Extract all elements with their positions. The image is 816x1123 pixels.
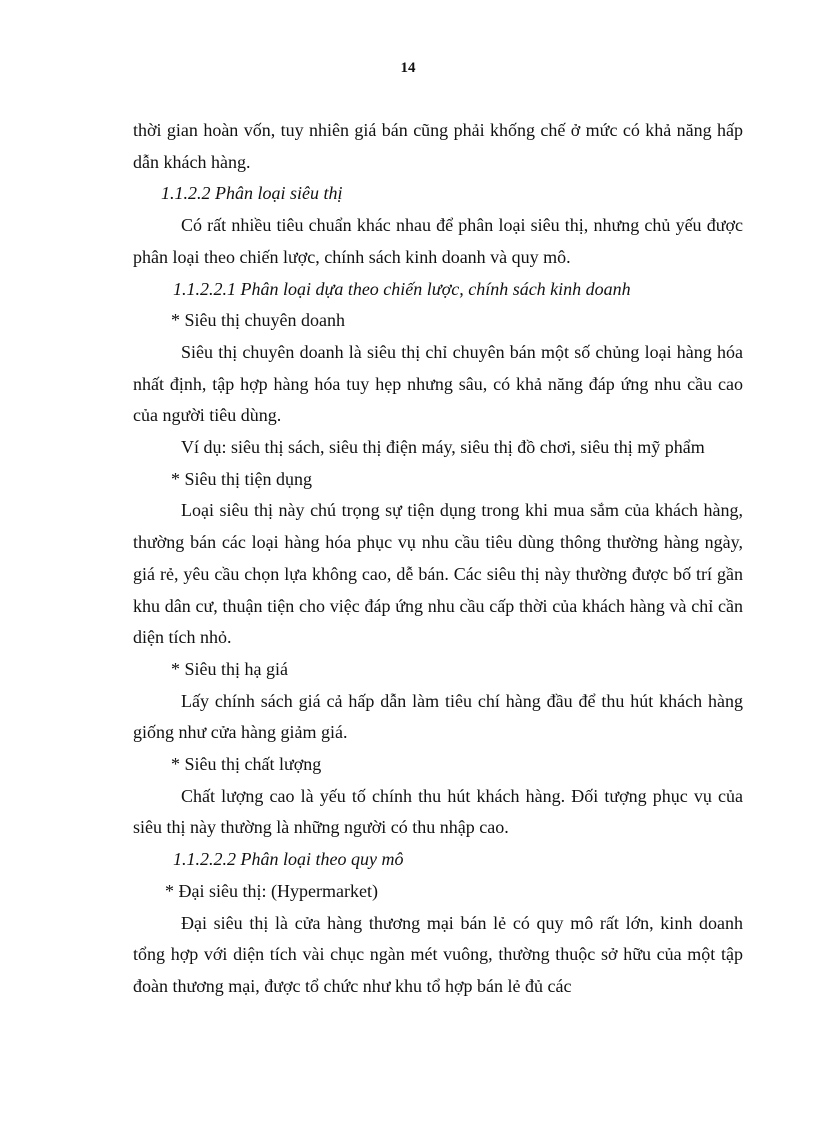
subsection-heading: 1.1.2.2.2 Phân loại theo quy mô xyxy=(173,849,404,870)
paragraph: Lấy chính sách giá cả hấp dẫn làm tiêu chí hàng đầu để thu hút khách hàng giống như cửa hàng giảm giá. xyxy=(133,690,743,743)
paragraph: Đại siêu thị là cửa hàng thương mại bán lẻ có quy mô rất lớn, kinh doanh tổng hợp với diện tích vài chục ngàn mét vuông, thường thuộc sở hữu của một tập đoàn thương mại, được tổ chức như khu tổ hợp bán lẻ đủ các xyxy=(133,912,743,996)
paragraph-continuation: thời gian hoàn vốn, tuy nhiên giá bán cũng phải khống chế ở mức có khả năng hấp dẫn khách hàng. xyxy=(133,120,743,172)
paragraph: Loại siêu thị này chú trọng sự tiện dụng trong khi mua sắm của khách hàng, thường bán các loại hàng hóa phục vụ nhu cầu tiêu dùng thông thường hàng ngày, giá rẻ, yêu cầu chọn lựa không cao, dễ bán. Các siêu thị này thường được bố trí gần khu dân cư, thuận tiện cho việc đáp ứng nhu cầu cấp thời của khách hàng và chỉ cần diện tích nhỏ. xyxy=(133,500,743,648)
paragraph: Ví dụ: siêu thị sách, siêu thị điện máy, siêu thị đồ chơi, siêu thị mỹ phẩm xyxy=(181,437,705,458)
bullet-item: * Siêu thị chuyên doanh xyxy=(171,310,345,331)
paragraph: Chất lượng cao là yếu tố chính thu hút khách hàng. Đối tượng phục vụ của siêu thị này thường là những người có thu nhập cao. xyxy=(133,785,743,838)
bullet-item: * Siêu thị hạ giá xyxy=(171,658,288,679)
paragraph: Siêu thị chuyên doanh là siêu thị chỉ chuyên bán một số chủng loại hàng hóa nhất định, tập hợp hàng hóa tuy hẹp nhưng sâu, có khả năng đáp ứng nhu cầu cao của người tiêu dùng. xyxy=(133,341,743,426)
section-heading: 1.1.2.2 Phân loại siêu thị xyxy=(161,183,343,204)
page-number: 14 xyxy=(400,60,416,76)
subsection-heading: 1.1.2.2.1 Phân loại dựa theo chiến lược, chính sách kinh doanh xyxy=(173,278,631,299)
bullet-item: * Siêu thị tiện dụng xyxy=(171,468,312,489)
bullet-item: * Siêu thị chất lượng xyxy=(171,754,322,775)
document-body xyxy=(133,115,743,1003)
bullet-item: * Đại siêu thị: (Hypermarket) xyxy=(165,880,378,901)
paragraph: Có rất nhiều tiêu chuẩn khác nhau để phân loại siêu thị, nhưng chủ yếu được phân loại theo chiến lược, chính sách kinh doanh và quy mô. xyxy=(133,215,743,267)
